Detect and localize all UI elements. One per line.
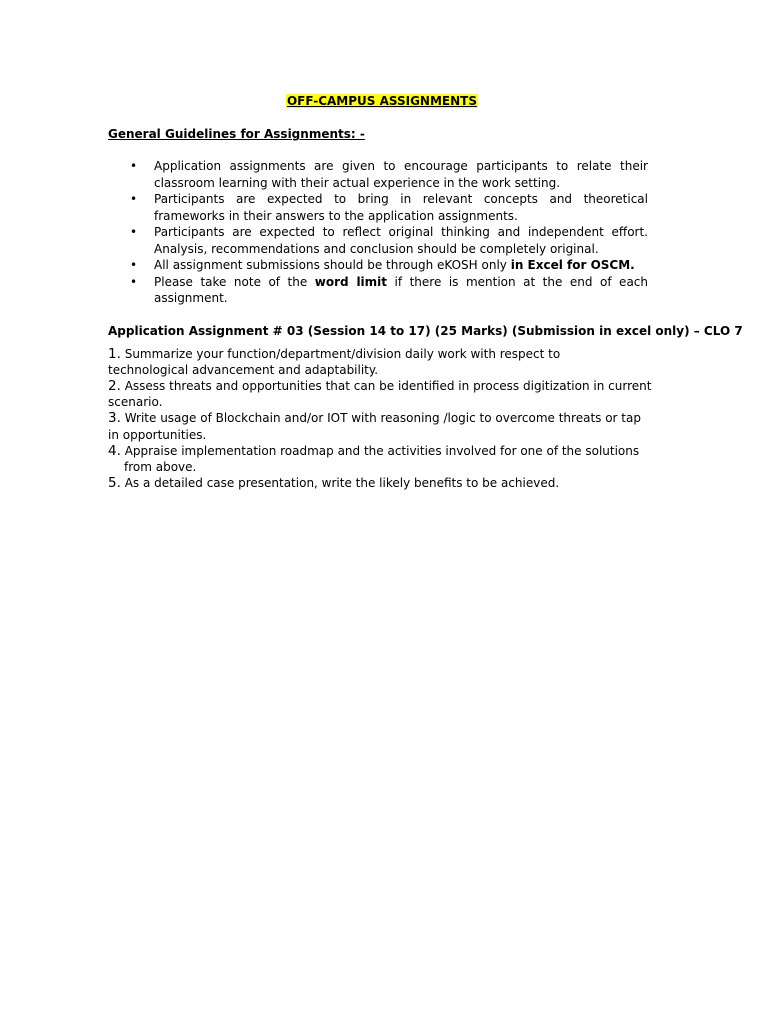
guideline-text: Application assignments are given to encourage participants to relate their classroom learning with their actual experience in the work setting. xyxy=(154,159,648,190)
question-text-cont: in opportunities. xyxy=(108,427,207,442)
question-text-cont: scenario. xyxy=(108,395,163,410)
guideline-emphasis: word limit xyxy=(314,274,388,289)
bullet-icon: • xyxy=(130,274,138,289)
question-number: 2. xyxy=(108,377,121,394)
guideline-text: Participants are expected to reflect original thinking and independent effort. Analysis, recommendations and conclusion should be completely original. xyxy=(154,225,648,256)
question-number: 1. xyxy=(108,345,121,362)
guideline-emphasis: in Excel for OSCM. xyxy=(510,258,635,272)
guidelines-list xyxy=(108,158,656,307)
guideline-text: All assignment submissions should be through eKOSH only xyxy=(154,258,511,272)
list-item xyxy=(108,274,656,307)
question-item xyxy=(108,346,656,378)
bullet-icon: • xyxy=(130,258,138,272)
guidelines-heading: General Guidelines for Assignments: - xyxy=(108,127,365,141)
list-item xyxy=(108,191,656,224)
question-number: 4. xyxy=(108,442,121,459)
bullet-icon: • xyxy=(130,159,138,173)
question-text: Write usage of Blockchain and/or IOT with reasoning /logic to overcome threats or tap xyxy=(120,411,641,426)
question-number: 5. xyxy=(108,475,121,492)
guideline-text: Participants are expected to bring in relevant concepts and theoretical frameworks in their answers to the application assignments. xyxy=(154,192,648,223)
bullet-icon: • xyxy=(130,192,138,206)
question-item xyxy=(108,410,656,442)
bullet-icon: • xyxy=(130,225,138,239)
question-item xyxy=(108,475,656,491)
list-item xyxy=(108,158,656,191)
question-text: As a detailed case presentation, write the likely benefits to be achieved. xyxy=(120,476,560,491)
question-item xyxy=(108,378,656,410)
guideline-text: Please take note of the xyxy=(154,274,315,289)
list-item xyxy=(108,257,656,274)
question-number: 3. xyxy=(108,410,121,427)
question-list xyxy=(108,346,656,492)
question-text-cont: technological advancement and adaptability. xyxy=(108,362,379,377)
guideline-text-tail: if there is mention at the end of each assignment. xyxy=(154,274,648,305)
page-title: OFF-CAMPUS ASSIGNMENTS xyxy=(286,94,477,108)
list-item xyxy=(108,224,656,257)
question-item xyxy=(108,443,656,475)
assignment-heading: Application Assignment # 03 (Session 14 to 17) (25 Marks) (Submission in excel only) – CLO 7 xyxy=(108,323,743,338)
question-text: Assess threats and opportunities that can be identified in process digitization in current xyxy=(120,378,652,393)
question-text: Appraise implementation roadmap and the activities involved for one of the solutions from above. xyxy=(120,443,640,474)
title-row xyxy=(108,92,656,110)
document-body xyxy=(108,92,743,492)
question-text: Summarize your function/department/division daily work with respect to xyxy=(120,346,561,361)
